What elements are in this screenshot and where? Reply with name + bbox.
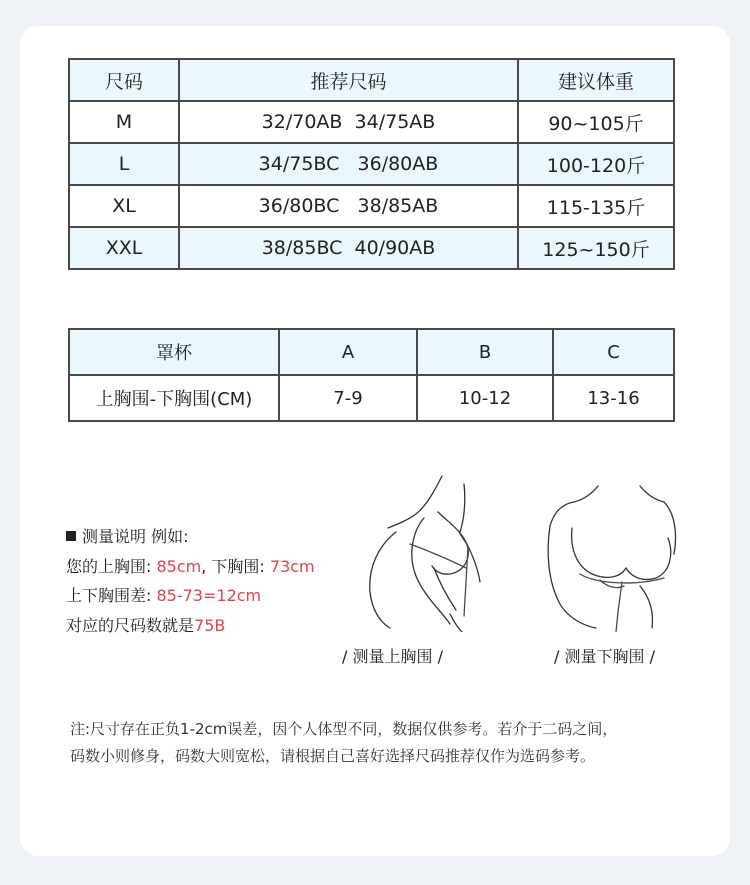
weight-cell: 100-120斤 bbox=[518, 143, 674, 185]
size-guide-card bbox=[20, 26, 730, 856]
weight-cell: 90~105斤 bbox=[518, 101, 674, 143]
value-result: 75B bbox=[194, 615, 226, 635]
size-cell: XXL bbox=[69, 227, 179, 269]
upper-bust-caption: / 测量上胸围 / bbox=[342, 647, 443, 666]
cup-table-header bbox=[69, 329, 674, 375]
measure-notes bbox=[66, 522, 315, 640]
under-bust-caption: / 测量下胸围 / bbox=[554, 647, 655, 666]
header-cup: 罩杯 bbox=[69, 329, 279, 375]
upper-bust-illustration bbox=[338, 472, 508, 632]
label-upper-bust: 您的上胸围: bbox=[66, 556, 157, 576]
size-cell: L bbox=[69, 143, 179, 185]
recommended-cell: 36/80BC 38/85AB bbox=[179, 185, 518, 227]
header-weight: 建议体重 bbox=[518, 59, 674, 101]
notes-title: 测量说明 例如: bbox=[82, 527, 189, 546]
table-row bbox=[69, 101, 674, 143]
table-row bbox=[69, 375, 674, 421]
value-diff: 85-73=12cm bbox=[156, 586, 262, 605]
footnote: 注:尺寸存在正负1-2cm误差，因个人体型不同，数据仅供参考。若介于二码之间，码数小则修身，码数大则宽松，请根据自己喜好选择尺码推荐仅作为选码参考。 bbox=[70, 720, 618, 765]
header-size: 尺码 bbox=[69, 59, 179, 101]
header-cup-a: A bbox=[279, 329, 417, 375]
cup-b-value: 10-12 bbox=[417, 375, 553, 421]
cup-a-value: 7-9 bbox=[279, 375, 417, 421]
size-table-header bbox=[69, 59, 674, 101]
table-row bbox=[69, 143, 674, 185]
table-row bbox=[69, 185, 674, 227]
cup-c-value: 13-16 bbox=[553, 375, 674, 421]
recommended-cell: 32/70AB 34/75AB bbox=[179, 101, 518, 143]
size-cell: XL bbox=[69, 185, 179, 227]
notes-title-line bbox=[66, 522, 315, 552]
notes-line-1 bbox=[66, 552, 315, 582]
value-upper-bust: 85cm bbox=[156, 556, 202, 576]
label-diff: 上下胸围差: bbox=[66, 586, 157, 605]
notes-line-2 bbox=[66, 581, 315, 611]
value-under-bust: 73cm bbox=[269, 556, 315, 576]
weight-cell: 115-135斤 bbox=[518, 185, 674, 227]
header-cup-b: B bbox=[417, 329, 553, 375]
table-row bbox=[69, 227, 674, 269]
upper-bust-figure bbox=[338, 472, 508, 632]
recommended-cell: 38/85BC 40/90AB bbox=[179, 227, 518, 269]
under-bust-figure bbox=[540, 482, 690, 632]
cup-diff-label: 上胸围-下胸围(CM) bbox=[69, 375, 279, 421]
recommended-cell: 34/75BC 36/80AB bbox=[179, 143, 518, 185]
cup-table bbox=[68, 328, 675, 422]
header-recommended-size: 推荐尺码 bbox=[179, 59, 518, 101]
size-table bbox=[68, 58, 675, 270]
label-under-bust: , 下胸围: bbox=[201, 556, 270, 576]
square-bullet-icon bbox=[66, 531, 76, 541]
label-result: 对应的尺码数就是 bbox=[66, 615, 195, 635]
weight-cell: 125~150斤 bbox=[518, 227, 674, 269]
under-bust-illustration bbox=[540, 482, 690, 632]
size-cell: M bbox=[69, 101, 179, 143]
header-cup-c: C bbox=[553, 329, 674, 375]
notes-line-3 bbox=[66, 611, 315, 641]
